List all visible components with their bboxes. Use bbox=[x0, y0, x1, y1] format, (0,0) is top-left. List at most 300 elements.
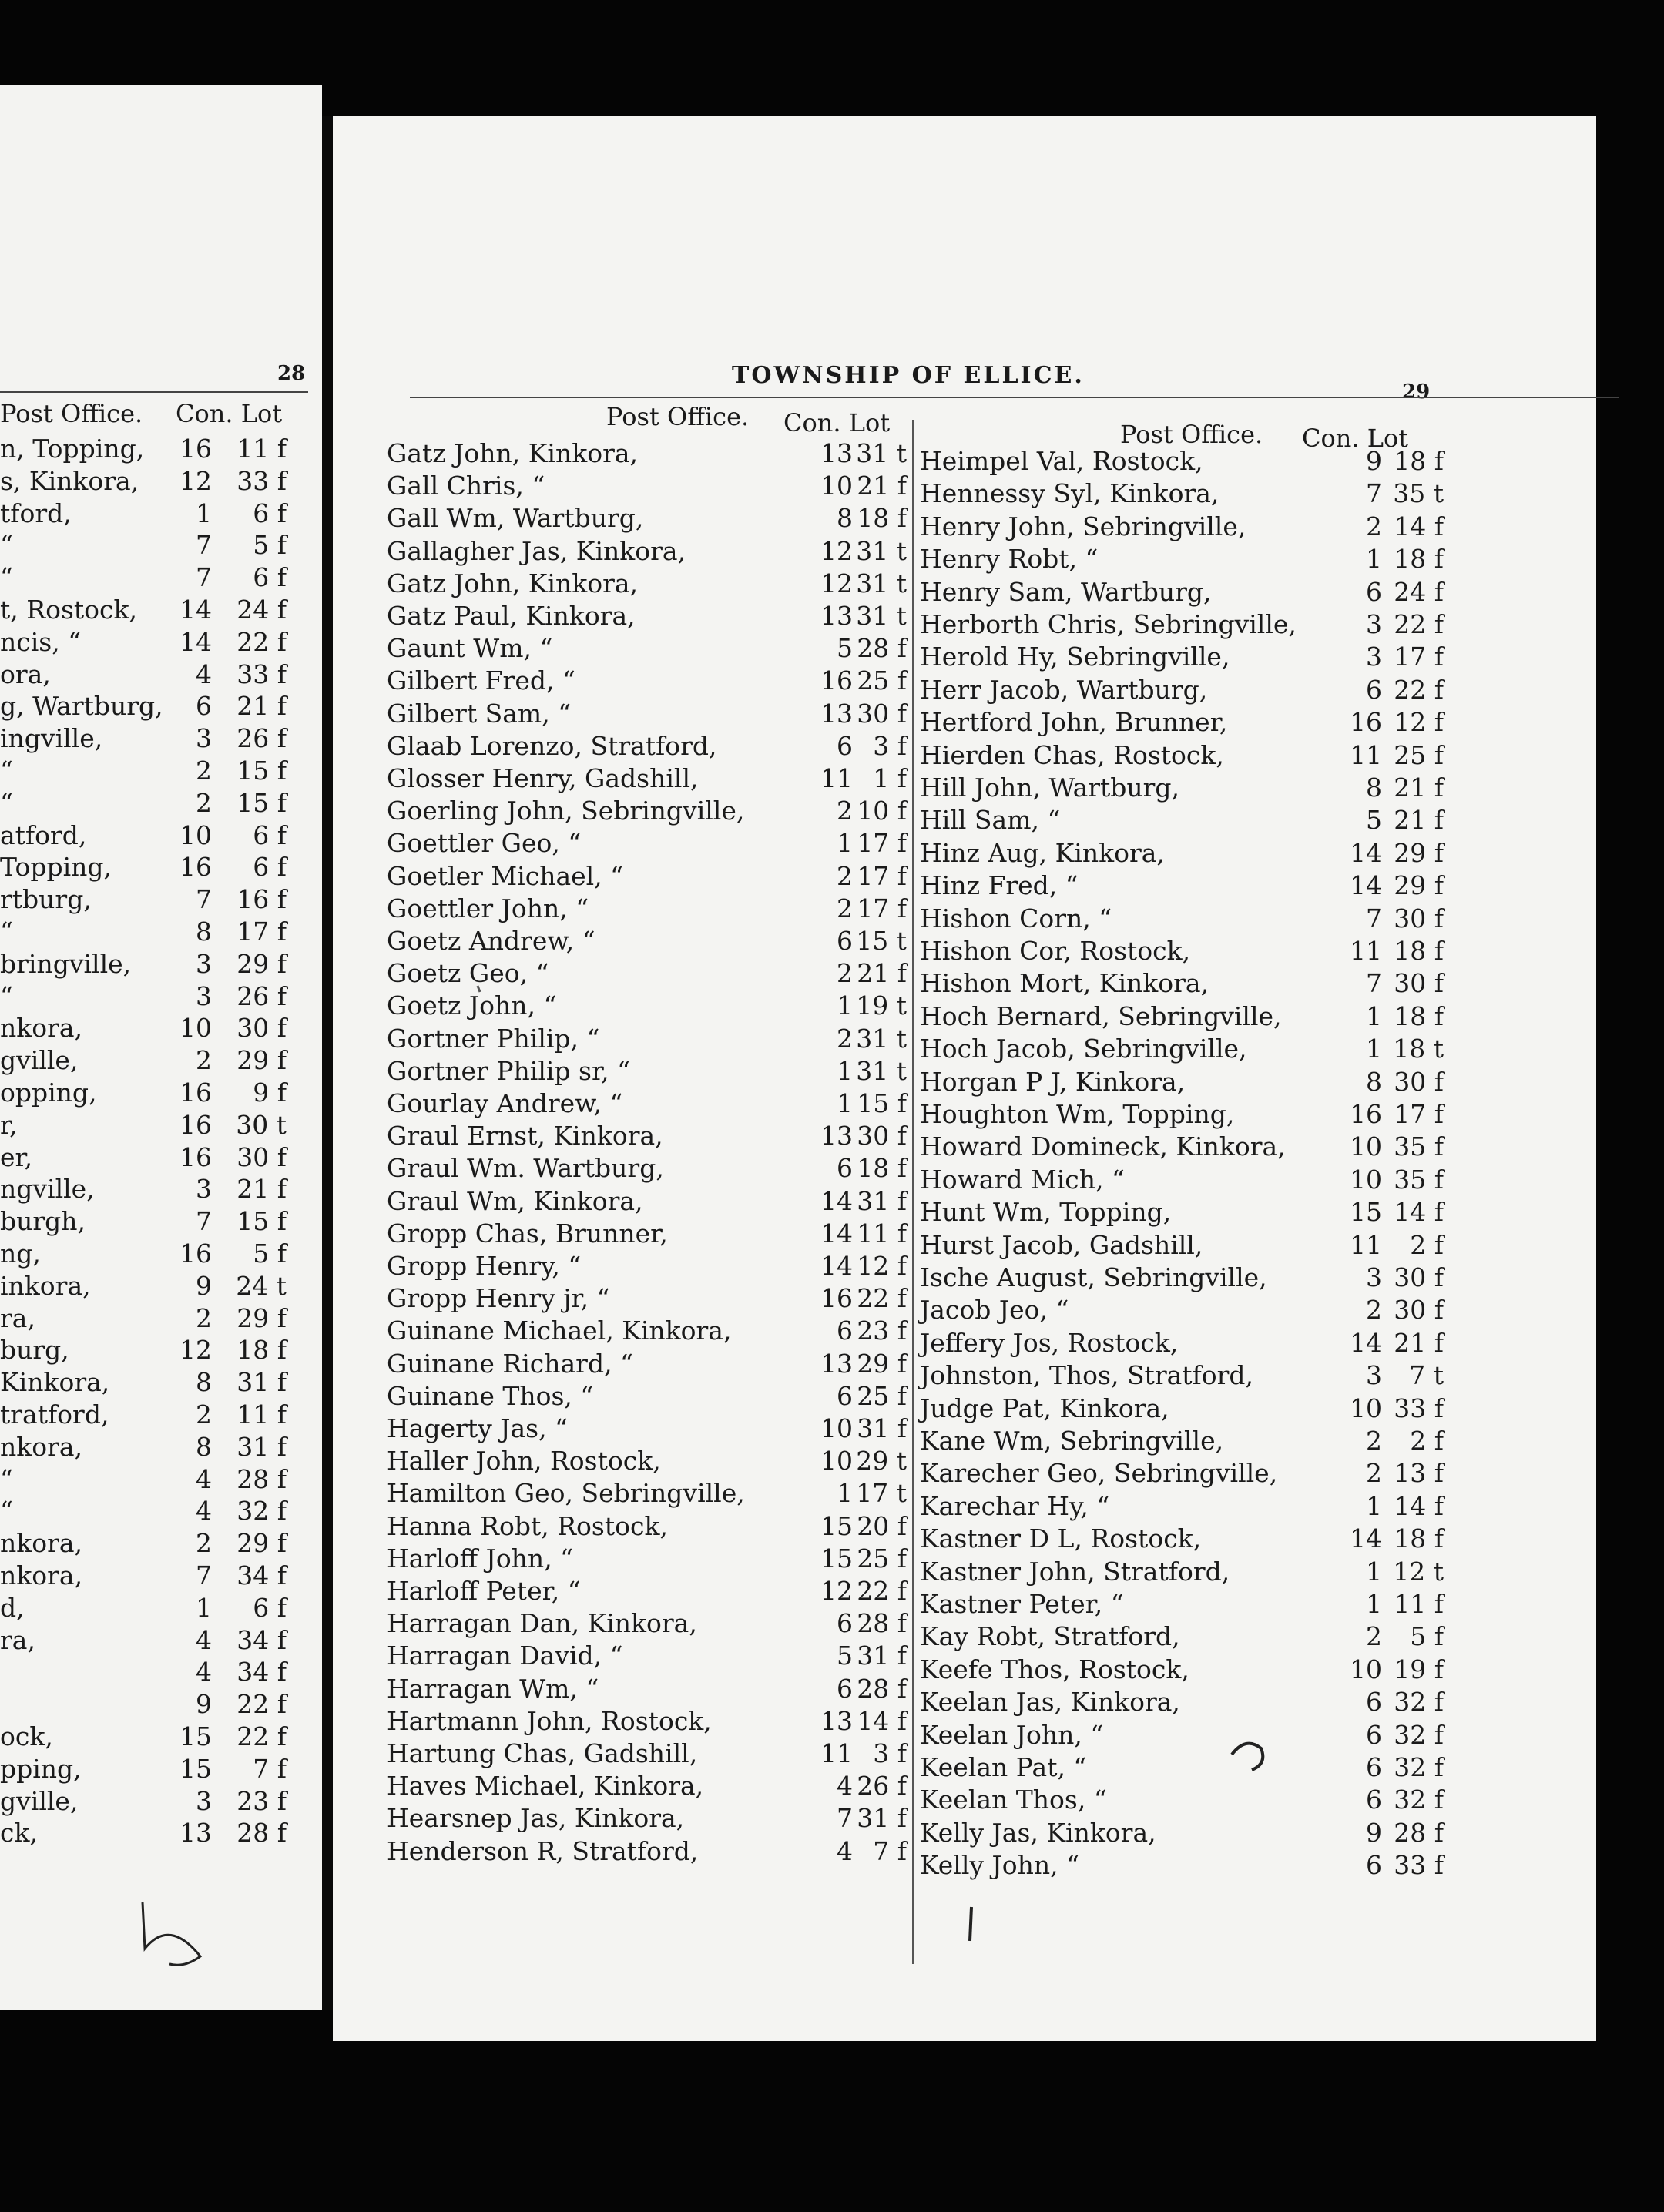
col2-entry-row bbox=[920, 608, 1444, 641]
col2-entry-name: Herold Hy, Sebringville, bbox=[920, 642, 1230, 672]
left-entry-row bbox=[0, 1012, 316, 1044]
col2-entry-con: 1 bbox=[1366, 1556, 1382, 1587]
left-entry-lot: 6 f bbox=[253, 819, 287, 850]
left-entry-con: 8 bbox=[196, 917, 212, 947]
left-entry-con: 15 bbox=[179, 1753, 212, 1784]
col1-entry-lot: 14 f bbox=[857, 1705, 907, 1736]
col1-entry-row bbox=[387, 1218, 907, 1250]
left-entry-row bbox=[0, 980, 316, 1013]
col2-entry-name: Howard Domineck, Kinkora, bbox=[920, 1131, 1286, 1162]
col1-entry-con: 13 bbox=[820, 1348, 853, 1379]
col2-entry-row bbox=[920, 641, 1444, 673]
col2-entry-lot: 32 f bbox=[1394, 1719, 1444, 1750]
left-entry-name: “ bbox=[0, 562, 13, 593]
left-entry-name: rtburg, bbox=[0, 884, 92, 915]
col2-entry-con: 11 bbox=[1350, 936, 1382, 966]
col1-entry-con: 5 bbox=[837, 1641, 853, 1671]
col1-entry-lot: 31 t bbox=[856, 1023, 907, 1054]
left-entry-lot: 33 f bbox=[237, 465, 287, 496]
col2-entry-name: Hishon Corn, “ bbox=[920, 903, 1112, 933]
col1-entry-row bbox=[387, 827, 907, 860]
col1-entry-row bbox=[387, 1088, 907, 1120]
col2-entry-name: Kelly Jas, Kinkora, bbox=[920, 1817, 1156, 1848]
left-entry-row bbox=[0, 1817, 316, 1849]
col2-entry-lot: 17 f bbox=[1394, 1099, 1444, 1129]
left-entry-row bbox=[0, 1624, 316, 1657]
left-entry-name: s, Kinkora, bbox=[0, 465, 139, 496]
left-entry-name: ra, bbox=[0, 1302, 35, 1333]
col1-entry-con: 1 bbox=[837, 828, 853, 859]
col1-entry-name: Goettler Geo, “ bbox=[387, 828, 582, 859]
col2-entry-lot: 2 f bbox=[1410, 1229, 1444, 1260]
col2-entry-name: Keefe Thos, Rostock, bbox=[920, 1654, 1189, 1684]
col1-entry-lot: 31 t bbox=[856, 601, 907, 631]
col2-entry-row bbox=[920, 1294, 1444, 1326]
left-entry-lot: 24 t bbox=[236, 1270, 287, 1301]
col2-entry-name: Kelly John, “ bbox=[920, 1850, 1079, 1881]
left-entry-row bbox=[0, 1688, 316, 1721]
col2-entry-lot: 18 f bbox=[1394, 1000, 1444, 1031]
col1-entry-row bbox=[387, 1673, 907, 1705]
col2-entry-row bbox=[920, 1229, 1444, 1262]
col2-entry-con: 14 bbox=[1350, 1523, 1382, 1554]
col2-entry-name: Henry Sam, Wartburg, bbox=[920, 576, 1212, 607]
col2-entry-name: Hurst Jacob, Gadshill, bbox=[920, 1229, 1203, 1260]
left-entry-con: 3 bbox=[196, 1785, 212, 1816]
col1-entry-name: Hartung Chas, Gadshill, bbox=[387, 1738, 698, 1768]
col1-entry-name: Hanna Robt, Rostock, bbox=[387, 1510, 668, 1541]
left-entry-lot: 21 f bbox=[237, 691, 287, 722]
col1-entry-lot: 3 f bbox=[873, 1738, 907, 1768]
col1-entry-lot: 31 f bbox=[857, 1803, 907, 1834]
col1-entry-con: 14 bbox=[820, 1218, 853, 1248]
col2-entry-name: Judge Pat, Kinkora, bbox=[920, 1393, 1169, 1423]
col1-entry-row bbox=[387, 1445, 907, 1477]
left-entry-lot: 24 f bbox=[237, 595, 287, 625]
col2-entry-name: Hill Sam, “ bbox=[920, 805, 1061, 836]
col2-entry-name: Ische August, Sebringville, bbox=[920, 1262, 1267, 1292]
page-title: TOWNSHIP OF ELLICE. bbox=[732, 362, 1085, 389]
col2-entry-row bbox=[920, 1817, 1444, 1849]
col2-entry-con: 6 bbox=[1366, 1687, 1382, 1718]
left-entry-lot: 29 f bbox=[237, 1302, 287, 1333]
left-entry-name: nkora, bbox=[0, 1431, 83, 1462]
left-entry-name: ock, bbox=[0, 1721, 53, 1751]
left-entry-lot: 16 f bbox=[237, 884, 287, 915]
col2-entry-lot: 30 f bbox=[1394, 903, 1444, 933]
col2-entry-name: Horgan P J, Kinkora, bbox=[920, 1066, 1186, 1097]
left-entry-con: 16 bbox=[179, 1141, 212, 1172]
handwritten-numeral-mark bbox=[123, 1872, 239, 1995]
col2-entry-lot: 13 f bbox=[1394, 1458, 1444, 1489]
left-entry-lot: 29 f bbox=[237, 1528, 287, 1559]
col1-entry-lot: 17 f bbox=[857, 828, 907, 859]
col1-entry-lot: 12 f bbox=[857, 1251, 907, 1281]
left-entry-row bbox=[0, 1463, 316, 1496]
col1-entry-row bbox=[387, 990, 907, 1022]
col1-entry-row bbox=[387, 1705, 907, 1738]
col2-entry-name: Johnston, Thos, Stratford, bbox=[920, 1360, 1253, 1391]
col2-entry-name: Karechar Hy, “ bbox=[920, 1490, 1110, 1521]
left-entry-con: 16 bbox=[179, 1078, 212, 1108]
left-entry-lot: 21 f bbox=[237, 1174, 287, 1205]
col1-entry-row bbox=[387, 1802, 907, 1835]
left-entry-lot: 7 f bbox=[253, 1753, 287, 1784]
left-entry-lot: 26 f bbox=[237, 980, 287, 1011]
left-entry-con: 4 bbox=[196, 659, 212, 689]
col1-entry-name: Haves Michael, Kinkora, bbox=[387, 1771, 704, 1801]
col2-entry-row bbox=[920, 1588, 1444, 1620]
col1-entry-lot: 18 f bbox=[857, 1153, 907, 1184]
col2-entry-lot: 14 f bbox=[1394, 1197, 1444, 1228]
col1-entry-lot: 31 f bbox=[857, 1641, 907, 1671]
col1-entry-row bbox=[387, 893, 907, 925]
col1-entry-row bbox=[387, 698, 907, 730]
col2-entry-con: 3 bbox=[1366, 642, 1382, 672]
col2-entry-lot: 33 f bbox=[1394, 1393, 1444, 1423]
col2-entry-con: 9 bbox=[1366, 446, 1382, 476]
col2-entry-name: Karecher Geo, Sebringville, bbox=[920, 1458, 1278, 1489]
col1-entry-name: Guinane Thos, “ bbox=[387, 1380, 594, 1411]
left-entry-con: 2 bbox=[196, 1045, 212, 1076]
left-entry-name: “ bbox=[0, 917, 13, 947]
left-entry-row bbox=[0, 1527, 316, 1560]
col1-entry-lot: 15 t bbox=[856, 926, 907, 956]
col2-entry-name: Kastner Peter, “ bbox=[920, 1589, 1124, 1619]
col2-header-con-lot: Con. Lot bbox=[1302, 424, 1409, 453]
col1-entry-name: Harragan Dan, Kinkora, bbox=[387, 1608, 697, 1639]
col1-entry-con: 13 bbox=[820, 601, 853, 631]
col2-entry-lot: 14 f bbox=[1394, 511, 1444, 541]
col2-entry-con: 1 bbox=[1366, 1000, 1382, 1031]
left-entry-lot: 22 f bbox=[237, 1721, 287, 1751]
col2-entry-name: Heimpel Val, Rostock, bbox=[920, 446, 1203, 476]
left-entry-con: 7 bbox=[196, 530, 212, 561]
left-entry-con: 3 bbox=[196, 948, 212, 979]
left-entry-lot: 30 f bbox=[237, 1013, 287, 1044]
left-entry-row bbox=[0, 722, 316, 755]
col2-entry-lot: 18 f bbox=[1394, 1523, 1444, 1554]
col2-entry-row bbox=[920, 445, 1444, 478]
col1-entry-name: Hamilton Geo, Sebringville, bbox=[387, 1478, 745, 1509]
left-entry-row bbox=[0, 1334, 316, 1366]
col2-entry-con: 2 bbox=[1366, 511, 1382, 541]
left-entry-name: ora, bbox=[0, 659, 51, 689]
col2-entry-row bbox=[920, 1196, 1444, 1228]
col1-entry-name: Goetler Michael, “ bbox=[387, 860, 624, 891]
col1-entry-row bbox=[387, 1543, 907, 1575]
col2-entry-lot: 35 f bbox=[1394, 1131, 1444, 1162]
col2-entry-lot: 30 f bbox=[1394, 1066, 1444, 1097]
col1-entry-row bbox=[387, 437, 907, 470]
col2-entry-row bbox=[920, 1033, 1444, 1065]
col1-entry-name: Gallagher Jas, Kinkora, bbox=[387, 535, 686, 566]
col2-entry-lot: 18 t bbox=[1393, 1034, 1444, 1064]
col1-entry-name: Gall Wm, Wartburg, bbox=[387, 503, 644, 534]
left-entry-con: 3 bbox=[196, 980, 212, 1011]
col2-entry-lot: 32 f bbox=[1394, 1785, 1444, 1815]
col1-entry-row bbox=[387, 1348, 907, 1380]
col1-entry-name: Glaab Lorenzo, Stratford, bbox=[387, 730, 717, 761]
left-entry-name: tford, bbox=[0, 498, 72, 528]
col2-entry-name: Hishon Mort, Kinkora, bbox=[920, 968, 1209, 999]
left-entry-name: ncis, “ bbox=[0, 626, 82, 657]
left-entry-con: 2 bbox=[196, 1302, 212, 1333]
col1-entry-name: Guinane Michael, Kinkora, bbox=[387, 1315, 732, 1346]
left-entry-row bbox=[0, 1077, 316, 1109]
col1-entry-row bbox=[387, 1738, 907, 1770]
left-entry-name: gville, bbox=[0, 1785, 79, 1816]
col2-entry-lot: 2 f bbox=[1410, 1426, 1444, 1456]
col1-entry-row bbox=[387, 1640, 907, 1672]
col1-entry-lot: 31 t bbox=[856, 568, 907, 598]
left-entry-row bbox=[0, 626, 316, 659]
left-entry-row bbox=[0, 561, 316, 594]
left-entry-row bbox=[0, 529, 316, 561]
col1-entry-con: 6 bbox=[837, 1153, 853, 1184]
col2-entry-row bbox=[920, 1490, 1444, 1523]
col1-entry-name: Graul Wm. Wartburg, bbox=[387, 1153, 664, 1184]
left-entry-name: atford, bbox=[0, 819, 87, 850]
col1-entry-row bbox=[387, 470, 907, 502]
col2-entry-row bbox=[920, 1457, 1444, 1490]
col2-entry-row bbox=[920, 576, 1444, 608]
col2-entry-lot: 29 f bbox=[1394, 870, 1444, 901]
col1-entry-con: 1 bbox=[837, 1088, 853, 1118]
left-entry-lot: 29 f bbox=[237, 1045, 287, 1076]
col1-entry-con: 4 bbox=[837, 1771, 853, 1801]
left-entry-name: ng, bbox=[0, 1238, 41, 1269]
col1-entry-lot: 17 f bbox=[857, 860, 907, 891]
left-entry-row bbox=[0, 1399, 316, 1431]
col1-entry-name: Gortner Philip sr, “ bbox=[387, 1055, 630, 1086]
col1-entry-lot: 25 f bbox=[857, 1380, 907, 1411]
left-entry-row bbox=[0, 1205, 316, 1238]
col2-entry-lot: 33 f bbox=[1394, 1850, 1444, 1881]
col2-entry-name: Jeffery Jos, Rostock, bbox=[920, 1327, 1179, 1358]
col1-entry-con: 2 bbox=[837, 1023, 853, 1054]
col1-entry-name: Gropp Henry jr, “ bbox=[387, 1283, 610, 1314]
left-entry-row bbox=[0, 498, 316, 530]
col1-entry-name: Gatz Paul, Kinkora, bbox=[387, 601, 636, 631]
col2-entry-lot: 21 f bbox=[1394, 773, 1444, 803]
col2-header-post-office: Post Office. bbox=[1120, 420, 1263, 449]
col1-entry-row bbox=[387, 665, 907, 697]
col1-entry-row bbox=[387, 925, 907, 957]
left-entry-con: 7 bbox=[196, 1206, 212, 1237]
left-entry-lot: 9 f bbox=[253, 1078, 287, 1108]
col2-entry-name: Howard Mich, “ bbox=[920, 1164, 1125, 1195]
left-entry-name: “ bbox=[0, 1463, 13, 1494]
left-entry-con: 2 bbox=[196, 1399, 212, 1429]
col1-entry-lot: 25 f bbox=[857, 1543, 907, 1574]
col1-entry-name: Harragan David, “ bbox=[387, 1641, 623, 1671]
left-entry-con: 9 bbox=[196, 1270, 212, 1301]
col1-entry-lot: 25 f bbox=[857, 665, 907, 696]
col2-entry-con: 6 bbox=[1366, 576, 1382, 607]
col1-entry-row bbox=[387, 1380, 907, 1413]
left-entry-row bbox=[0, 916, 316, 948]
col2-entry-con: 3 bbox=[1366, 1262, 1382, 1292]
left-entry-name: bringville, bbox=[0, 948, 132, 979]
col1-entry-name: Harloff Peter, “ bbox=[387, 1576, 581, 1606]
left-entry-lot: 15 f bbox=[237, 787, 287, 818]
col1-entry-lot: 29 f bbox=[857, 1348, 907, 1379]
col2-entry-name: Hishon Cor, Rostock, bbox=[920, 936, 1191, 966]
col2-entry-row bbox=[920, 1425, 1444, 1457]
col2-entry-row bbox=[920, 1359, 1444, 1392]
col1-entry-con: 13 bbox=[820, 438, 853, 468]
col1-entry-con: 8 bbox=[837, 503, 853, 534]
left-entry-name: er, bbox=[0, 1141, 33, 1172]
col1-entry-name: Gall Chris, “ bbox=[387, 471, 545, 501]
col2-entry-con: 10 bbox=[1350, 1393, 1382, 1423]
col2-entry-con: 16 bbox=[1350, 1099, 1382, 1129]
col2-entry-row bbox=[920, 870, 1444, 902]
left-entry-lot: 31 f bbox=[237, 1431, 287, 1462]
col1-entry-row bbox=[387, 1575, 907, 1607]
left-entry-name: ingville, bbox=[0, 723, 103, 754]
col1-header-con-lot: Con. Lot bbox=[783, 408, 891, 437]
col1-entry-con: 15 bbox=[820, 1510, 853, 1541]
left-entry-con: 7 bbox=[196, 884, 212, 915]
page-tick-mark bbox=[471, 963, 502, 1009]
col1-entry-lot: 22 f bbox=[857, 1283, 907, 1314]
left-entry-row bbox=[0, 755, 316, 787]
col2-entry-con: 2 bbox=[1366, 1426, 1382, 1456]
col1-entry-con: 12 bbox=[820, 535, 853, 566]
left-entry-row bbox=[0, 1270, 316, 1302]
col2-entry-name: Kastner D L, Rostock, bbox=[920, 1523, 1202, 1554]
left-entry-name: opping, bbox=[0, 1078, 97, 1108]
col2-entry-row bbox=[920, 1066, 1444, 1098]
col2-entry-lot: 18 f bbox=[1394, 544, 1444, 575]
col2-entry-name: Hinz Fred, “ bbox=[920, 870, 1079, 901]
col2-entry-con: 7 bbox=[1366, 968, 1382, 999]
col2-entry-name: Hinz Aug, Kinkora, bbox=[920, 837, 1165, 868]
col1-entry-con: 14 bbox=[820, 1251, 853, 1281]
left-entry-lot: 28 f bbox=[237, 1818, 287, 1848]
col1-entry-row bbox=[387, 1770, 907, 1802]
col1-entry-row bbox=[387, 860, 907, 893]
col1-entry-lot: 31 f bbox=[857, 1413, 907, 1443]
col2-entry-row bbox=[920, 935, 1444, 967]
col1-entry-con: 16 bbox=[820, 665, 853, 696]
left-entry-row bbox=[0, 1753, 316, 1785]
col1-entry-lot: 21 f bbox=[857, 471, 907, 501]
left-entry-lot: 18 f bbox=[237, 1335, 287, 1366]
col2-entry-con: 2 bbox=[1366, 1458, 1382, 1489]
col2-entry-row bbox=[920, 1849, 1444, 1882]
col1-entry-lot: 30 f bbox=[857, 1121, 907, 1151]
left-entry-row bbox=[0, 1592, 316, 1624]
col2-entry-con: 14 bbox=[1350, 1327, 1382, 1358]
col2-entry-con: 8 bbox=[1366, 773, 1382, 803]
left-entry-lot: 28 f bbox=[237, 1463, 287, 1494]
col2-entry-name: Keelan Pat, “ bbox=[920, 1752, 1087, 1782]
col2-entry-row bbox=[920, 837, 1444, 870]
col1-entry-row bbox=[387, 957, 907, 990]
right-header-rule bbox=[410, 397, 1619, 398]
col2-entry-row bbox=[920, 1784, 1444, 1816]
col2-entry-lot: 5 f bbox=[1410, 1621, 1444, 1652]
col1-entry-row bbox=[387, 795, 907, 827]
left-entry-row bbox=[0, 1141, 316, 1174]
left-entry-con: 6 bbox=[196, 691, 212, 722]
col2-entry-row bbox=[920, 903, 1444, 935]
col2-entry-name: Jacob Jeo, “ bbox=[920, 1295, 1069, 1326]
left-entry-row bbox=[0, 1785, 316, 1818]
left-entry-con: 2 bbox=[196, 1528, 212, 1559]
col1-entry-row bbox=[387, 730, 907, 762]
col1-entry-lot: 15 f bbox=[857, 1088, 907, 1118]
left-entry-con: 14 bbox=[179, 626, 212, 657]
col1-entry-con: 6 bbox=[837, 1380, 853, 1411]
col1-entry-con: 12 bbox=[820, 568, 853, 598]
col1-entry-row bbox=[387, 1120, 907, 1152]
left-entry-row bbox=[0, 1173, 316, 1205]
col2-entry-row bbox=[920, 772, 1444, 804]
left-entry-con: 15 bbox=[179, 1721, 212, 1751]
col2-entry-lot: 32 f bbox=[1394, 1752, 1444, 1782]
col1-entry-lot: 23 f bbox=[857, 1315, 907, 1346]
col2-entry-row bbox=[920, 478, 1444, 510]
col1-entry-con: 2 bbox=[837, 860, 853, 891]
col1-entry-lot: 19 t bbox=[856, 990, 907, 1021]
pencil-mark bbox=[1223, 1733, 1284, 1787]
left-entry-row bbox=[0, 659, 316, 691]
left-entry-lot: 34 f bbox=[237, 1657, 287, 1687]
left-entry-con: 7 bbox=[196, 1560, 212, 1590]
left-entry-name: t, Rostock, bbox=[0, 595, 137, 625]
col1-entry-con: 14 bbox=[820, 1185, 853, 1216]
left-entry-name: ra, bbox=[0, 1624, 35, 1655]
col1-entry-row bbox=[387, 502, 907, 535]
left-entry-name: “ bbox=[0, 980, 13, 1011]
left-entry-con: 10 bbox=[179, 819, 212, 850]
col1-entry-row bbox=[387, 600, 907, 632]
col2-entry-con: 1 bbox=[1366, 1034, 1382, 1064]
left-entry-name: nkora, bbox=[0, 1528, 83, 1559]
left-entry-lot: 29 f bbox=[237, 948, 287, 979]
col2-entry-con: 6 bbox=[1366, 1752, 1382, 1782]
col1-entry-lot: 30 f bbox=[857, 698, 907, 729]
left-page-number: 28 bbox=[277, 362, 306, 385]
col1-entry-name: Goettler John, “ bbox=[387, 893, 589, 923]
left-entry-row bbox=[0, 851, 316, 883]
col1-entry-lot: 3 f bbox=[873, 730, 907, 761]
left-entry-row bbox=[0, 1238, 316, 1270]
col1-entry-con: 1 bbox=[837, 990, 853, 1021]
col2-entry-lot: 7 t bbox=[1409, 1360, 1444, 1391]
right-page bbox=[333, 116, 1596, 2041]
left-entry-lot: 22 f bbox=[237, 1689, 287, 1720]
col2-entry-con: 15 bbox=[1350, 1197, 1382, 1228]
col1-entry-name: Harragan Wm, “ bbox=[387, 1673, 599, 1704]
col1-entry-con: 13 bbox=[820, 1121, 853, 1151]
col1-header-post-office: Post Office. bbox=[606, 402, 750, 431]
left-entry-con: 3 bbox=[196, 1174, 212, 1205]
col2-entry-con: 16 bbox=[1350, 707, 1382, 738]
col2-entry-row bbox=[920, 1620, 1444, 1653]
left-entry-lot: 17 f bbox=[237, 917, 287, 947]
left-entry-con: 4 bbox=[196, 1463, 212, 1494]
col2-entry-con: 1 bbox=[1366, 544, 1382, 575]
left-entry-name: “ bbox=[0, 756, 13, 786]
col1-entry-row bbox=[387, 1250, 907, 1282]
col2-entry-name: Kastner John, Stratford, bbox=[920, 1556, 1230, 1587]
left-entry-lot: 5 f bbox=[253, 530, 287, 561]
